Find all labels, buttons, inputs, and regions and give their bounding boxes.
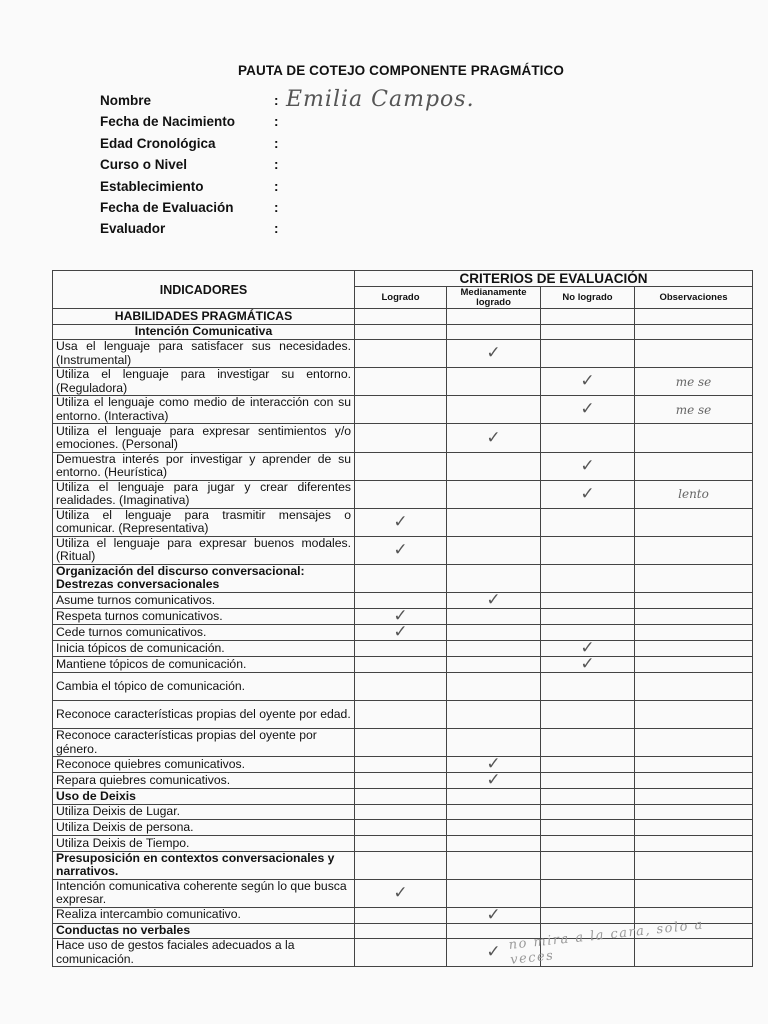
- criteria-cell: [541, 396, 635, 424]
- observation-cell: [635, 851, 753, 879]
- criteria-cell: [447, 508, 541, 536]
- criteria-cell: [541, 452, 635, 480]
- section-heading: Organización del discurso conversacional: Destrezas conversacionales: [53, 564, 355, 592]
- table-row: [53, 324, 753, 340]
- criteria-cell: [447, 309, 541, 325]
- indicator-text: Reconoce características propias del oyente por edad.: [53, 701, 355, 729]
- check-mark-icon: ✓: [580, 638, 595, 659]
- observation-cell: [635, 593, 753, 609]
- col-medianamente-logrado: Medianamente logrado: [447, 287, 541, 309]
- criteria-cell: [447, 820, 541, 836]
- criteria-cell: [541, 804, 635, 820]
- observation-cell: [635, 396, 753, 424]
- indicators-header: INDICADORES: [53, 271, 355, 309]
- table-row: [53, 641, 753, 657]
- table-row: [53, 396, 753, 424]
- table-row: [53, 804, 753, 820]
- criteria-cell: [355, 851, 447, 879]
- criteria-cell: [541, 757, 635, 773]
- check-mark-icon: ✓: [393, 882, 408, 903]
- indicator-text: Intención comunicativa coherente según lo que busca expresar.: [53, 879, 355, 907]
- criteria-cell: [447, 324, 541, 340]
- indicator-text: Utiliza el lenguaje como medio de interacción con su entorno. (Interactiva): [53, 396, 355, 424]
- check-mark-icon: ✓: [393, 606, 408, 627]
- criteria-cell: [355, 907, 447, 923]
- table-row: [53, 773, 753, 789]
- observation-cell: [635, 729, 753, 757]
- indicator-text: Utiliza Deixis de Tiempo.: [53, 836, 355, 852]
- check-mark-icon: ✓: [486, 427, 501, 448]
- observation-cell: [635, 609, 753, 625]
- criteria-cell: [541, 593, 635, 609]
- table-row: [53, 851, 753, 879]
- observation-text: me se: [675, 374, 712, 389]
- field-colon: :: [274, 157, 279, 173]
- criteria-cell: [355, 879, 447, 907]
- criteria-cell: [355, 452, 447, 480]
- observation-cell: [635, 773, 753, 789]
- check-mark-icon: ✓: [580, 399, 595, 420]
- criteria-cell: [541, 820, 635, 836]
- table-row: [53, 536, 753, 564]
- criteria-cell: [541, 324, 635, 340]
- criteria-cell: [355, 757, 447, 773]
- check-mark-icon: ✓: [486, 770, 501, 791]
- field-label: Fecha de Nacimiento: [100, 114, 236, 130]
- criteria-cell: [541, 480, 635, 508]
- field-colon: :: [274, 199, 279, 215]
- field-label: Nombre: [100, 93, 152, 108]
- criteria-cell: [355, 923, 447, 939]
- criteria-cell: [447, 368, 541, 396]
- criteria-cell: [447, 609, 541, 625]
- criteria-cell: [447, 701, 541, 729]
- criteria-cell: [541, 907, 635, 923]
- criteria-cell: [447, 851, 541, 879]
- criteria-cell: [355, 340, 447, 368]
- criteria-cell: [355, 939, 447, 967]
- col-logrado: Logrado: [355, 287, 447, 309]
- criteria-cell: [355, 789, 447, 805]
- criteria-cell: [541, 789, 635, 805]
- section-heading: Conductas no verbales: [53, 923, 355, 939]
- criteria-cell: [541, 836, 635, 852]
- criteria-cell: [541, 536, 635, 564]
- table-row: [53, 879, 753, 907]
- criteria-cell: [541, 424, 635, 452]
- table-row: [53, 424, 753, 452]
- criteria-cell: [355, 396, 447, 424]
- observation-cell: [635, 564, 753, 592]
- table-row: [53, 820, 753, 836]
- observation-cell: [635, 625, 753, 641]
- table-row: [53, 309, 753, 325]
- criteria-cell: [447, 424, 541, 452]
- observation-cell: [635, 820, 753, 836]
- table-row: [53, 480, 753, 508]
- criteria-cell: [541, 879, 635, 907]
- criteria-cell: [355, 368, 447, 396]
- criteria-cell: [355, 564, 447, 592]
- criteria-cell: [355, 804, 447, 820]
- field-colon: :: [274, 114, 279, 130]
- section-heading: Uso de Deixis: [53, 789, 355, 805]
- criteria-cell: [355, 424, 447, 452]
- criteria-cell: [541, 368, 635, 396]
- table-row: [53, 368, 753, 396]
- page-title: PAUTA DE COTEJO COMPONENTE PRAGMÁTICO: [238, 63, 564, 78]
- evaluation-table: [52, 270, 753, 967]
- table-row: [53, 625, 753, 641]
- criteria-cell: [447, 836, 541, 852]
- field-colon: :: [274, 93, 279, 108]
- check-mark-icon: ✓: [580, 654, 595, 675]
- criteria-cell: [541, 508, 635, 536]
- check-mark-icon: ✓: [393, 539, 408, 560]
- indicator-text: Repara quiebres comunicativos.: [53, 773, 355, 789]
- indicator-text: Utiliza el lenguaje para expresar sentimientos y/o emociones. (Personal): [53, 424, 355, 452]
- field-colon: :: [274, 135, 279, 151]
- criteria-cell: [355, 820, 447, 836]
- criteria-cell: [447, 804, 541, 820]
- field-colon: :: [274, 178, 279, 194]
- field-label: Fecha de Evaluación: [100, 199, 234, 215]
- table-row: [53, 657, 753, 673]
- table-row: [53, 673, 753, 701]
- observation-cell: [635, 641, 753, 657]
- table-row: [53, 452, 753, 480]
- indicator-text: Utiliza Deixis de Lugar.: [53, 804, 355, 820]
- table-row: [53, 836, 753, 852]
- criteria-cell: [541, 673, 635, 701]
- field-label: Edad Cronológica: [100, 135, 216, 151]
- observation-text: lento: [678, 487, 709, 502]
- field-label: Evaluador: [100, 221, 166, 237]
- criteria-cell: [355, 657, 447, 673]
- criteria-cell: [447, 625, 541, 641]
- criteria-cell: [355, 508, 447, 536]
- check-mark-icon: ✓: [580, 455, 595, 476]
- col-no-logrado: No logrado: [541, 287, 635, 309]
- table-row: [53, 701, 753, 729]
- criteria-cell: [541, 564, 635, 592]
- section-heading: Presuposición en contextos conversacionales y narrativos.: [53, 851, 355, 879]
- criteria-cell: [355, 622, 447, 643]
- table-row: [53, 757, 753, 773]
- criteria-cell: [447, 729, 541, 757]
- observation-cell: [635, 657, 753, 673]
- indicator-text: Utiliza el lenguaje para investigar su entorno. (Reguladora): [53, 368, 355, 396]
- criteria-cell: [355, 324, 447, 340]
- indicator-text: Utiliza el lenguaje para expresar buenos modales. (Ritual): [53, 536, 355, 564]
- indicator-text: Realiza intercambio comunicativo.: [53, 907, 355, 923]
- indicator-text: Inicia tópicos de comunicación.: [53, 641, 355, 657]
- indicator-text: Utiliza el lenguaje para trasmitir mensajes o comunicar. (Representativa): [53, 508, 355, 536]
- check-mark-icon: ✓: [486, 942, 501, 963]
- observation-cell: [635, 789, 753, 805]
- check-mark-icon: ✓: [393, 511, 408, 532]
- table-row: [53, 564, 753, 592]
- indicator-text: Usa el lenguaje para satisfacer sus necesidades. (Instrumental): [53, 340, 355, 368]
- criteria-cell: [447, 396, 541, 424]
- indicator-text: Utiliza el lenguaje para jugar y crear diferentes realidades. (Imaginativa): [53, 480, 355, 508]
- observation-cell: [635, 324, 753, 340]
- criteria-cell: [447, 657, 541, 673]
- observation-cell: [635, 368, 753, 396]
- indicator-text: Utiliza Deixis de persona.: [53, 820, 355, 836]
- col-observaciones: Observaciones: [635, 287, 753, 309]
- indicator-text: Reconoce características propias del oyente por género.: [53, 729, 355, 757]
- handwritten-note: no mira a la cara, solo a veces: [508, 917, 705, 968]
- table-row: [53, 907, 753, 923]
- criteria-cell: [541, 851, 635, 879]
- criteria-cell: [355, 729, 447, 757]
- observation-cell: [635, 804, 753, 820]
- subsection-heading: Intención Comunicativa: [53, 324, 355, 340]
- table-row: [53, 340, 753, 368]
- observation-cell: [635, 879, 753, 907]
- criteria-cell: [355, 773, 447, 789]
- criteria-cell: [355, 673, 447, 701]
- field-label: Curso o Nivel: [100, 157, 188, 173]
- criteria-cell: [541, 654, 635, 675]
- criteria-cell: [447, 564, 541, 592]
- criteria-cell: [541, 309, 635, 325]
- check-mark-icon: ✓: [486, 590, 501, 611]
- observation-cell: [635, 424, 753, 452]
- criteria-cell: [447, 673, 541, 701]
- indicator-text: Mantiene tópicos de comunicación.: [53, 657, 355, 673]
- criteria-cell: [355, 701, 447, 729]
- criteria-cell: [447, 590, 541, 611]
- indicator-text: Cede turnos comunicativos.: [53, 625, 355, 641]
- section-heading: HABILIDADES PRAGMÁTICAS: [53, 309, 355, 325]
- observation-cell: [635, 536, 753, 564]
- check-mark-icon: ✓: [486, 904, 501, 925]
- indicator-text: Demuestra interés por investigar y aprender de su entorno. (Heurística): [53, 452, 355, 480]
- criteria-cell: [447, 789, 541, 805]
- observation-cell: [635, 508, 753, 536]
- table-row: [53, 729, 753, 757]
- observation-cell: [635, 452, 753, 480]
- indicator-text: Reconoce quiebres comunicativos.: [53, 757, 355, 773]
- indicator-text: Hace uso de gestos faciales adecuados a la comunicación.: [53, 939, 355, 967]
- field-colon: :: [274, 221, 279, 237]
- table-row: [53, 789, 753, 805]
- table-row: [53, 508, 753, 536]
- observation-cell: [635, 480, 753, 508]
- criteria-cell: [447, 641, 541, 657]
- check-mark-icon: ✓: [486, 754, 501, 775]
- table-body: [53, 309, 753, 967]
- criteria-cell: [355, 836, 447, 852]
- criteria-header: CRITERIOS DE EVALUACIÓN: [355, 271, 753, 287]
- observation-cell: [635, 309, 753, 325]
- observation-cell: [635, 673, 753, 701]
- field-label: Establecimiento: [100, 178, 204, 194]
- criteria-cell: [447, 480, 541, 508]
- criteria-cell: [541, 729, 635, 757]
- observation-cell: [635, 757, 753, 773]
- criteria-cell: [447, 879, 541, 907]
- observation-cell: [635, 340, 753, 368]
- criteria-cell: [355, 309, 447, 325]
- criteria-cell: [447, 770, 541, 791]
- criteria-cell: [355, 641, 447, 657]
- check-mark-icon: ✓: [580, 483, 595, 504]
- check-mark-icon: ✓: [580, 371, 595, 392]
- criteria-cell: [541, 701, 635, 729]
- criteria-cell: [447, 452, 541, 480]
- criteria-cell: [541, 773, 635, 789]
- field-value: Emilia Campos.: [286, 87, 475, 112]
- criteria-cell: [541, 609, 635, 625]
- observation-cell: [635, 701, 753, 729]
- criteria-cell: [447, 904, 541, 925]
- observation-text: me se: [675, 402, 712, 417]
- indicator-text: Respeta turnos comunicativos.: [53, 609, 355, 625]
- indicator-text: Cambia el tópico de comunicación.: [53, 673, 355, 701]
- criteria-cell: [447, 340, 541, 368]
- indicator-text: Asume turnos comunicativos.: [53, 593, 355, 609]
- check-mark-icon: ✓: [486, 343, 501, 364]
- criteria-cell: [355, 536, 447, 564]
- observation-cell: [635, 836, 753, 852]
- check-mark-icon: ✓: [393, 622, 408, 643]
- criteria-cell: [541, 340, 635, 368]
- criteria-cell: [355, 480, 447, 508]
- criteria-cell: [447, 536, 541, 564]
